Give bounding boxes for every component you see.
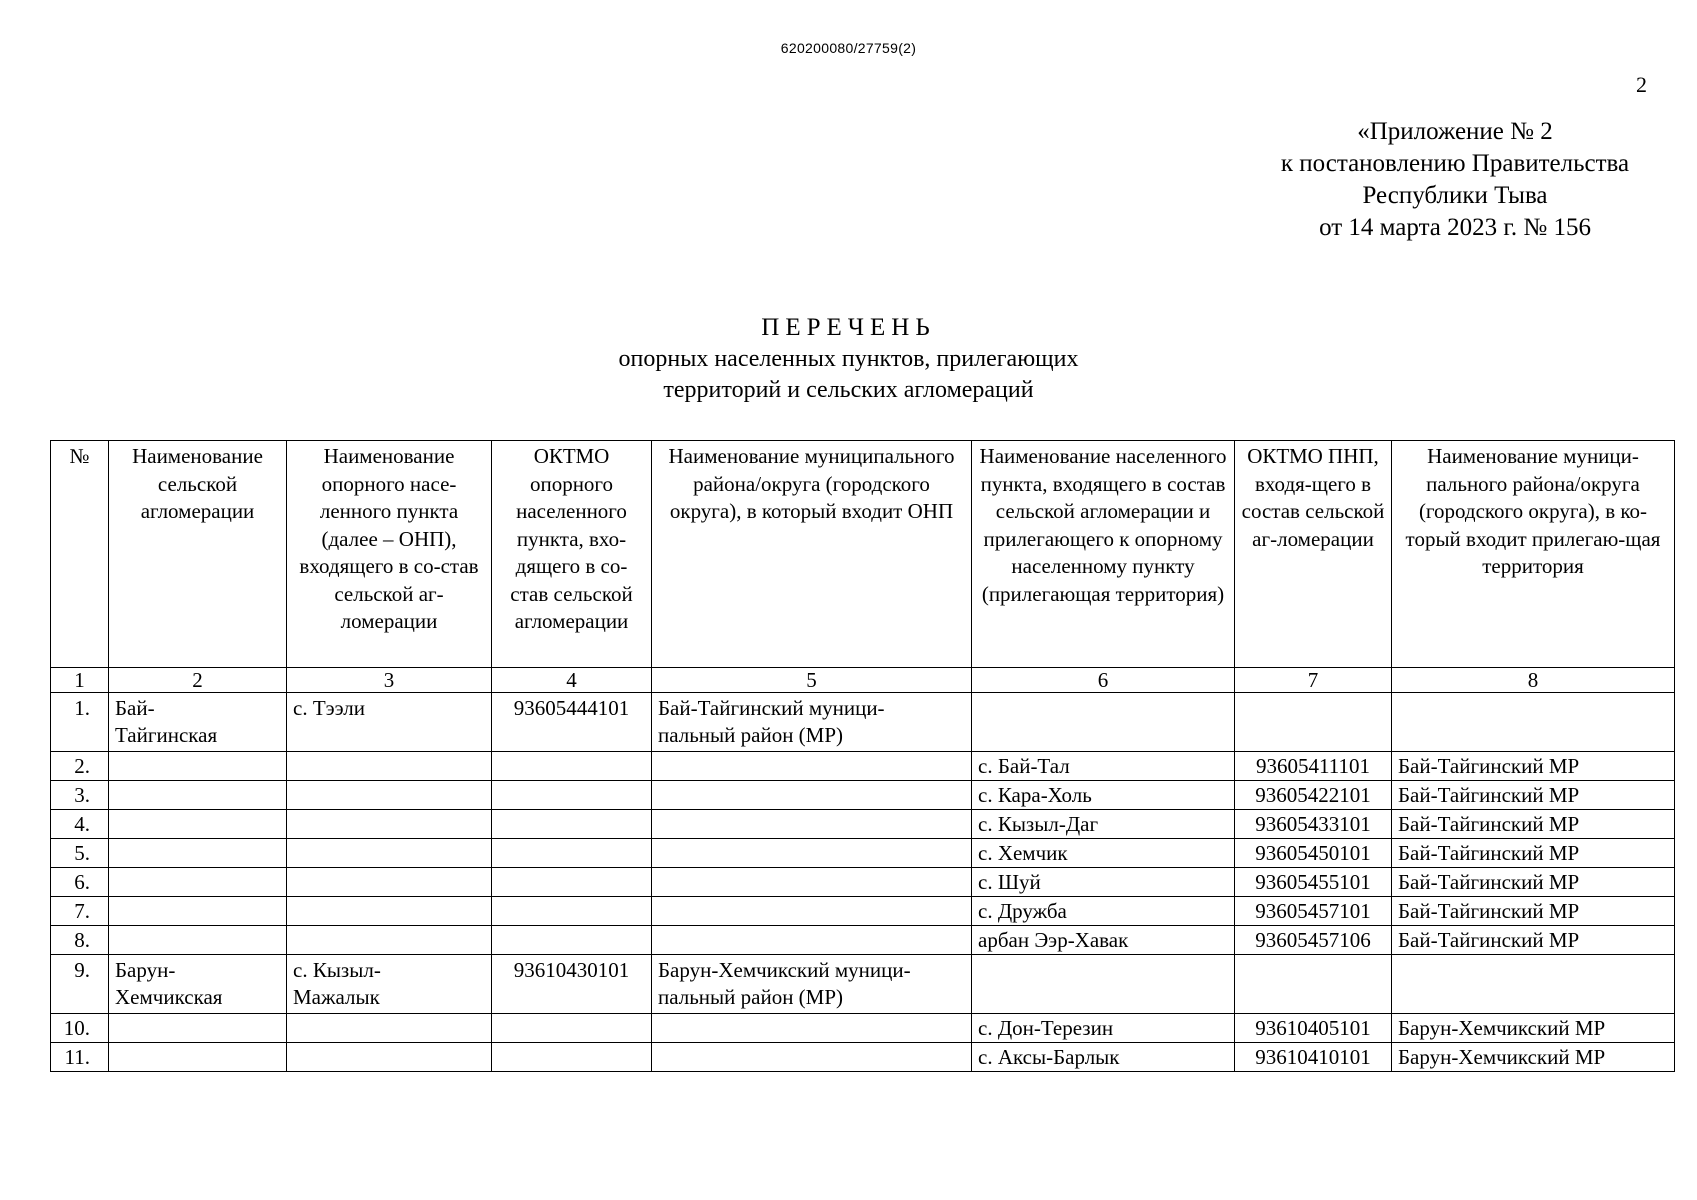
column-header-3: Наименование опорного насе-ленного пункта (далее – ОНП), входящего в со-став сельской аг-ломерации <box>287 441 492 668</box>
table-row <box>51 839 1675 868</box>
table-body <box>51 693 1675 1072</box>
table-cell-col-3 <box>287 897 492 926</box>
table-cell-col-1: 6. <box>51 868 109 897</box>
table-row <box>51 752 1675 781</box>
column-number-7: 7 <box>1235 668 1392 693</box>
table-cell-col-5 <box>652 897 972 926</box>
table-cell-col-7: 93605457106 <box>1235 926 1392 955</box>
table-cell-col-3 <box>287 781 492 810</box>
table-row <box>51 1014 1675 1043</box>
table-cell-col-3 <box>287 868 492 897</box>
table-cell-col-8: Бай-Тайгинский МР <box>1392 781 1675 810</box>
table-cell-col-6: с. Бай-Тал <box>972 752 1235 781</box>
table-cell-col-8: Бай-Тайгинский МР <box>1392 868 1675 897</box>
table-cell-col-8: Бай-Тайгинский МР <box>1392 926 1675 955</box>
table-cell-col-2 <box>109 839 287 868</box>
table-cell-col-2 <box>109 810 287 839</box>
table-cell-col-5 <box>652 810 972 839</box>
table-cell-col-7: 93605455101 <box>1235 868 1392 897</box>
title-subline-2: территорий и сельских агломераций <box>663 377 1034 403</box>
table-cell-col-7: 93605457101 <box>1235 897 1392 926</box>
table-cell-col-3 <box>287 1014 492 1043</box>
table-cell-col-1: 2. <box>51 752 109 781</box>
table-row <box>51 868 1675 897</box>
table-row <box>51 810 1675 839</box>
table-cell-col-6: арбан Ээр-Хавак <box>972 926 1235 955</box>
table-cell-col-7: 93610410101 <box>1235 1043 1392 1072</box>
appendix-line-3: Республики Тыва <box>1362 182 1548 209</box>
table-cell-col-6 <box>972 955 1235 1014</box>
table-cell-col-4 <box>492 839 652 868</box>
table-cell-col-7: 93605411101 <box>1235 752 1392 781</box>
table-cell-col-2: Барун- Хемчикская <box>109 955 287 1014</box>
table-cell-col-7: 93610405101 <box>1235 1014 1392 1043</box>
table-cell-col-7: 93605433101 <box>1235 810 1392 839</box>
table-cell-col-3: с. Кызыл- Мажалык <box>287 955 492 1014</box>
table-cell-col-8 <box>1392 693 1675 752</box>
column-header-2: Наименование сельской агломерации <box>109 441 287 668</box>
table-row <box>51 926 1675 955</box>
table-cell-col-4: 93605444101 <box>492 693 652 752</box>
column-header-4: ОКТМО опорного населенного пункта, вхо-дящего в со-став сельской агломерации <box>492 441 652 668</box>
table-cell-col-5: Бай-Тайгинский муници- пальный район (МР) <box>652 693 972 752</box>
table-cell-col-3 <box>287 1043 492 1072</box>
table-cell-col-6: с. Дон-Терезин <box>972 1014 1235 1043</box>
title-block <box>0 312 1697 406</box>
page-number: 2 <box>1636 72 1647 97</box>
table-cell-col-1: 9. <box>51 955 109 1014</box>
table-cell-col-7: 93605422101 <box>1235 781 1392 810</box>
table-row <box>51 897 1675 926</box>
table-cell-col-6: с. Аксы-Барлык <box>972 1043 1235 1072</box>
page-title: ПЕРЕЧЕНЬ <box>761 314 936 341</box>
table-cell-col-1: 10. <box>51 1014 109 1043</box>
table-cell-col-4 <box>492 781 652 810</box>
table-cell-col-4: 93610430101 <box>492 955 652 1014</box>
table-cell-col-5 <box>652 868 972 897</box>
table-cell-col-4 <box>492 810 652 839</box>
table-cell-col-1: 3. <box>51 781 109 810</box>
table-row <box>51 781 1675 810</box>
table-cell-col-2 <box>109 868 287 897</box>
table-cell-col-2 <box>109 752 287 781</box>
table-cell-col-3 <box>287 810 492 839</box>
column-number-row <box>51 668 1675 693</box>
table-cell-col-4 <box>492 1043 652 1072</box>
settlements-table <box>50 440 1675 1072</box>
table-cell-col-3 <box>287 926 492 955</box>
table-cell-col-6: с. Дружба <box>972 897 1235 926</box>
table-cell-col-5 <box>652 752 972 781</box>
table-cell-col-7 <box>1235 955 1392 1014</box>
table-cell-col-8: Бай-Тайгинский МР <box>1392 752 1675 781</box>
column-number-6: 6 <box>972 668 1235 693</box>
column-header-8: Наименование муници-пального района/округа (городского округа), в ко-торый входит прилегаю-щая территория <box>1392 441 1675 668</box>
table-cell-col-2 <box>109 897 287 926</box>
table-cell-col-2 <box>109 1014 287 1043</box>
appendix-block <box>1210 116 1697 244</box>
table-cell-col-1: 11. <box>51 1043 109 1072</box>
table-cell-col-5 <box>652 926 972 955</box>
table-cell-col-6: с. Кызыл-Даг <box>972 810 1235 839</box>
table-header-row <box>51 441 1675 668</box>
table-row <box>51 1043 1675 1072</box>
table-cell-col-2 <box>109 1043 287 1072</box>
table-cell-col-8 <box>1392 955 1675 1014</box>
table-cell-col-5 <box>652 839 972 868</box>
table-cell-col-8: Бай-Тайгинский МР <box>1392 810 1675 839</box>
table-cell-col-2: Бай- Тайгинская <box>109 693 287 752</box>
table-cell-col-5 <box>652 1043 972 1072</box>
column-number-1: 1 <box>51 668 109 693</box>
table-cell-col-8: Барун-Хемчикский МР <box>1392 1043 1675 1072</box>
column-number-2: 2 <box>109 668 287 693</box>
table-cell-col-6 <box>972 693 1235 752</box>
table-cell-col-8: Барун-Хемчикский МР <box>1392 1014 1675 1043</box>
column-header-6: Наименование населенного пункта, входящего в состав сельской агломерации и прилегающего к опорному населенному пункту (прилегающая территория) <box>972 441 1235 668</box>
table-cell-col-5 <box>652 1014 972 1043</box>
table-row <box>51 693 1675 752</box>
table-cell-col-2 <box>109 781 287 810</box>
column-number-8: 8 <box>1392 668 1675 693</box>
table-cell-col-3: с. Тээли <box>287 693 492 752</box>
table-cell-col-1: 5. <box>51 839 109 868</box>
table-cell-col-6: с. Кара-Холь <box>972 781 1235 810</box>
table-cell-col-2 <box>109 926 287 955</box>
table-cell-col-8: Бай-Тайгинский МР <box>1392 897 1675 926</box>
table-cell-col-1: 4. <box>51 810 109 839</box>
table-cell-col-4 <box>492 752 652 781</box>
table-cell-col-5: Барун-Хемчикский муници- пальный район (МР) <box>652 955 972 1014</box>
column-header-1: № <box>51 441 109 668</box>
table-cell-col-6: с. Шуй <box>972 868 1235 897</box>
table-row <box>51 955 1675 1014</box>
table-cell-col-1: 8. <box>51 926 109 955</box>
table-cell-col-7 <box>1235 693 1392 752</box>
title-subline-1: опорных населенных пунктов, прилегающих <box>618 346 1079 372</box>
table-cell-col-4 <box>492 926 652 955</box>
appendix-line-2: к постановлению Правительства <box>1280 150 1630 177</box>
table-cell-col-3 <box>287 752 492 781</box>
column-header-5: Наименование муниципального района/округа (городского округа), в который входит ОНП <box>652 441 972 668</box>
table-cell-col-1: 7. <box>51 897 109 926</box>
table-cell-col-4 <box>492 897 652 926</box>
table-cell-col-1: 1. <box>51 693 109 752</box>
table-cell-col-4 <box>492 1014 652 1043</box>
column-number-4: 4 <box>492 668 652 693</box>
document-id: 620200080/27759(2) <box>780 40 917 56</box>
table-cell-col-3 <box>287 839 492 868</box>
table-cell-col-7: 93605450101 <box>1235 839 1392 868</box>
column-number-5: 5 <box>652 668 972 693</box>
table-cell-col-6: с. Хемчик <box>972 839 1235 868</box>
table-cell-col-5 <box>652 781 972 810</box>
appendix-line-1: «Приложение № 2 <box>1357 118 1553 145</box>
appendix-line-4: от 14 марта 2023 г. № 156 <box>1319 214 1591 241</box>
column-header-7: ОКТМО ПНП, входя-щего в состав сельской аг-ломерации <box>1235 441 1392 668</box>
table-cell-col-8: Бай-Тайгинский МР <box>1392 839 1675 868</box>
table-cell-col-4 <box>492 868 652 897</box>
column-number-3: 3 <box>287 668 492 693</box>
